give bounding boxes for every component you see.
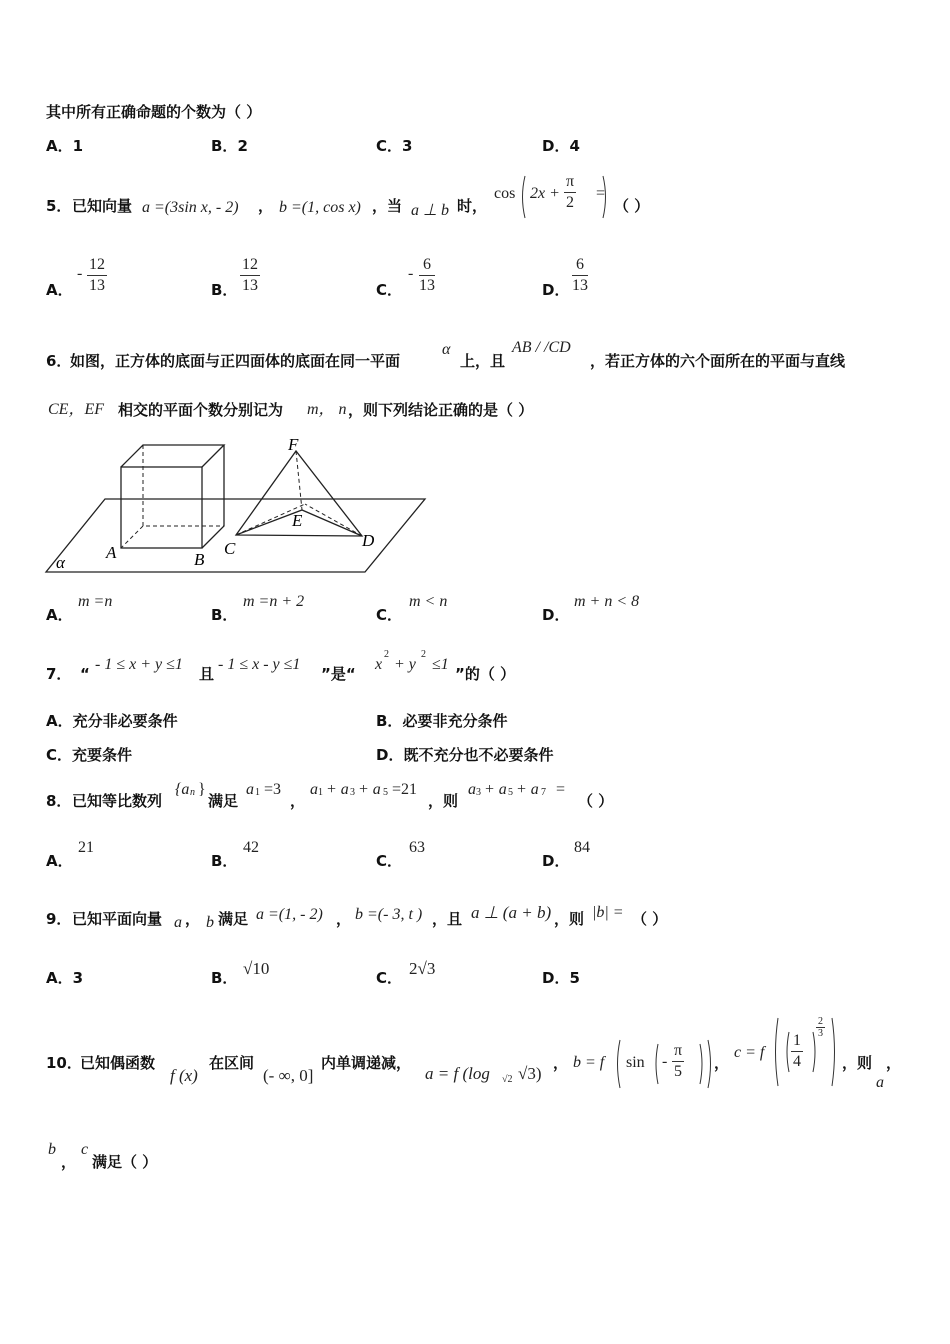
pi-over-2: $\frac{\pi}{2}$ (566, 173, 575, 211)
var-a: a (174, 914, 182, 931)
sin-label: sin (626, 1054, 645, 1071)
vector-b: b =(1, cos x) (279, 199, 361, 216)
option-label: C． (376, 969, 403, 987)
punct: ， (336, 910, 352, 928)
punct: ， (886, 1054, 902, 1072)
option-label: A． (46, 852, 73, 870)
plus-a: + a (516, 781, 539, 798)
option-value: 84 (574, 839, 590, 856)
question-number: 5． (46, 197, 72, 215)
option-label: B． (211, 606, 238, 624)
subscript: 1 (255, 787, 260, 798)
question-text: 相交的平面个数分别记为 (118, 401, 284, 419)
question-text: 在区间 (209, 1054, 255, 1072)
fraction: $\frac{6}{13}$ (572, 256, 588, 294)
question-number: 6． (46, 352, 72, 370)
subscript: 5 (383, 787, 388, 798)
variables-mn: m， n (307, 401, 347, 418)
question-text: ”的（ ） (455, 665, 516, 683)
option-label: A． (46, 281, 73, 299)
vector-a: a =(1, - 2) (256, 906, 323, 923)
label-F: F (288, 435, 299, 454)
question-text: ，则下列结论正确的是（ ） (348, 401, 534, 419)
seq-close: } (198, 781, 206, 798)
b-def: b = f (573, 1054, 605, 1071)
perp-condition: a ⊥ (a + b) (471, 903, 552, 922)
punct: ， (714, 1054, 730, 1072)
question-text: 时， (457, 197, 488, 215)
parallel-condition: AB / /CD (512, 339, 571, 356)
question-text: 满足 (218, 910, 249, 928)
question-text: 内单调递减， (321, 1054, 412, 1072)
question-text: ，且 (432, 910, 463, 928)
plus-a: + a (484, 781, 507, 798)
option-value: m =n + 2 (243, 593, 305, 610)
a-def: a = f (log (425, 1064, 490, 1083)
cube-top-edges (121, 445, 224, 467)
option-b[interactable]: B．2 (211, 137, 248, 155)
label-A: A (106, 543, 117, 562)
quote: “ (80, 665, 90, 683)
log-base: √2 (502, 1074, 513, 1085)
question-number: 9． (46, 910, 72, 928)
punct: ， (258, 197, 274, 215)
plane-alpha: α (442, 341, 451, 358)
minus-sign: - (408, 265, 414, 282)
option-value: m + n < 8 (574, 593, 640, 610)
exponent: 2 (384, 649, 389, 660)
plus-a: + a (358, 781, 381, 798)
question-text: 如图，正方体的底面与正四面体的底面在同一平面 (70, 352, 401, 370)
subscript: 7 (541, 787, 546, 798)
punct: ， (185, 910, 201, 928)
cos-label: cos (494, 185, 516, 202)
var-a: a (468, 781, 476, 798)
option-label: D． (542, 606, 570, 624)
answer-paren: （ ） (632, 910, 668, 928)
question-text: 上，且 (460, 352, 506, 370)
answer-paren: （ ） (614, 197, 650, 215)
question-text: ，则 (428, 792, 459, 810)
subscript: n (190, 787, 195, 798)
question-text: ，则 (842, 1054, 873, 1072)
minus-sign: - (662, 1053, 668, 1070)
punct: ， (61, 1153, 77, 1171)
plus-y: + y (394, 656, 416, 673)
inner-expr: 2x + (530, 185, 560, 202)
option-value: 2√3 (409, 959, 436, 978)
option-label: C． (376, 281, 403, 299)
option-label: C． (376, 852, 403, 870)
tetra-height-edge (296, 451, 302, 510)
option-value: 21 (78, 839, 94, 856)
subscript: 3 (476, 787, 481, 798)
exponent: 2 (421, 649, 426, 660)
fraction: $\frac{12}{13}$ (242, 256, 258, 294)
option-label: A． (46, 606, 73, 624)
var-c: c (81, 1141, 89, 1158)
fraction: $\frac{6}{13}$ (419, 256, 435, 294)
equals: = (556, 781, 566, 798)
question-text: 已知平面向量 (72, 910, 163, 928)
log-arg: √3) (518, 1064, 542, 1083)
c-def: c = f (734, 1044, 765, 1061)
perp-condition: a ⊥ b (411, 202, 449, 219)
question-text: ”是“ (321, 665, 356, 683)
subscript: 3 (350, 787, 355, 798)
question-text: 已知偶函数 (80, 1054, 156, 1072)
option-c[interactable]: C．充要条件 (46, 746, 133, 764)
cube-right-edges (202, 445, 224, 548)
leq-one: ≤1 (432, 656, 449, 673)
option-label: D． (542, 281, 570, 299)
interval: (- ∞, 0] (263, 1066, 314, 1085)
equals-value: =21 (392, 781, 418, 798)
option-value: m =n (78, 593, 113, 610)
var-a: a (876, 1074, 884, 1091)
equals: = (596, 185, 606, 202)
option-value: 42 (243, 839, 259, 856)
option-value: √10 (243, 959, 270, 978)
var-b: b (48, 1141, 56, 1158)
exponent-two-thirds: $\frac{2}{3}$ (818, 1016, 823, 1039)
var-a: a (310, 781, 318, 798)
question-number: 8． (46, 792, 72, 810)
label-B: B (194, 550, 205, 569)
option-label: C． (376, 606, 403, 624)
option-label: D． (542, 852, 570, 870)
vector-a: a =(3sin x, - 2) (142, 199, 239, 216)
question-number: 10． (46, 1054, 82, 1072)
option-d[interactable]: D．既不充分也不必要条件 (376, 746, 554, 764)
question-text: ，则 (554, 910, 585, 928)
option-label: B． (211, 969, 238, 987)
equals-value: =3 (264, 781, 282, 798)
label-D: D (362, 531, 375, 550)
one-quarter: $\frac{1}{4}$ (793, 1032, 801, 1070)
conjunction: 且 (199, 665, 215, 683)
paren-group (772, 1016, 838, 1088)
function-f: f (x) (170, 1066, 198, 1085)
minus-sign: - (77, 265, 83, 282)
condition-1: - 1 ≤ x + y ≤1 (95, 656, 183, 673)
cube-front-face (121, 467, 202, 548)
question-text: 已知等比数列 (72, 792, 163, 810)
question-number: 7． (46, 665, 72, 683)
option-c[interactable]: C．3 (376, 137, 413, 155)
cube-tetrahedron-figure (40, 432, 440, 582)
option-a[interactable]: A．充分非必要条件 (46, 712, 178, 730)
var-x: x (375, 656, 383, 673)
label-C: C (224, 539, 236, 558)
question-text: ，若正方体的六个面所在的平面与直线 (590, 352, 846, 370)
option-label: B． (211, 281, 238, 299)
question-text: 满足（ ） (92, 1153, 158, 1171)
condition-2: - 1 ≤ x - y ≤1 (218, 656, 301, 673)
option-value: m < n (409, 593, 448, 610)
option-b[interactable]: B．必要非充分条件 (376, 712, 508, 730)
label-E: E (292, 511, 303, 530)
var-a: a (246, 781, 254, 798)
answer-paren: （ ） (578, 792, 614, 810)
fraction: $\frac{12}{13}$ (89, 256, 105, 294)
punct: ， (290, 792, 306, 810)
label-alpha: α (56, 553, 65, 572)
option-d[interactable]: D．4 (542, 137, 580, 155)
subscript: 1 (318, 787, 323, 798)
plus-a: + a (326, 781, 349, 798)
abs-b: |b| = (592, 904, 624, 921)
question-text: 已知向量 (72, 197, 133, 215)
option-value: 63 (409, 839, 425, 856)
var-b: b (206, 914, 214, 931)
question-text: ，当 (372, 197, 403, 215)
pi-over-5: $\frac{\pi}{5}$ (674, 1042, 683, 1080)
option-label: B． (211, 852, 238, 870)
option-d[interactable]: D．5 (542, 969, 580, 987)
vector-b: b =(- 3, t ) (355, 906, 423, 923)
option-a[interactable]: A．1 (46, 137, 84, 155)
punct: ， (553, 1054, 569, 1072)
option-a[interactable]: A．3 (46, 969, 84, 987)
seq-open: {a (175, 781, 190, 798)
question-text: 满足 (208, 792, 239, 810)
subscript: 5 (508, 787, 513, 798)
lines-ce-ef: CE，EF (48, 401, 104, 418)
question-stem: 其中所有正确命题的个数为（ ） (46, 103, 262, 121)
